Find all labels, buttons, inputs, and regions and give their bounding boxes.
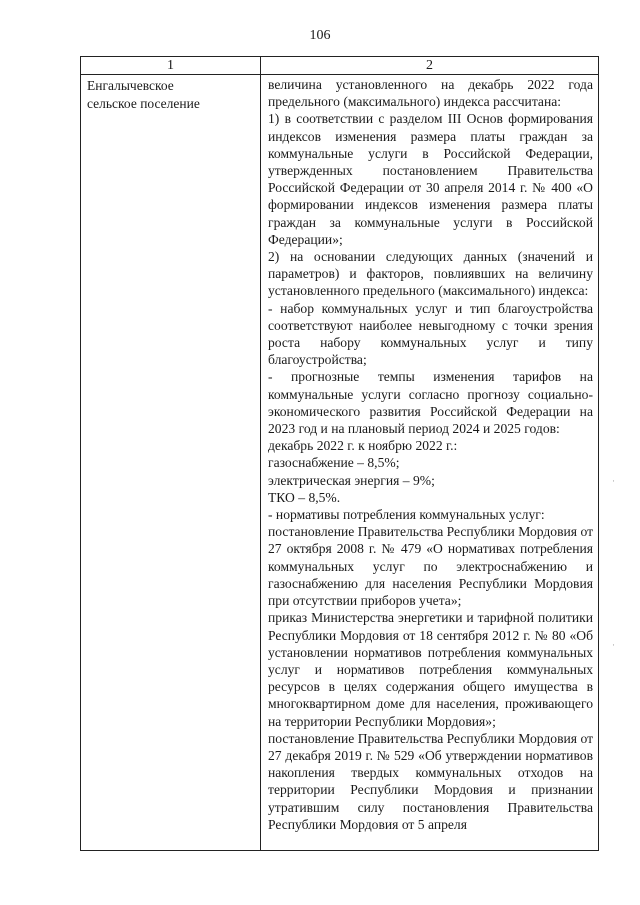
scan-mark: · [612, 476, 615, 486]
paragraph: декабрь 2022 г. к ноябрю 2022 г.: [268, 438, 458, 454]
scan-mark: · [612, 640, 615, 650]
paragraph: 2) на основании следующих данных (значений и параметров) и факторов, повлиявших на величину установленного предельного (максимального) индекса: [268, 249, 593, 299]
region-cell [81, 75, 261, 851]
data-table [80, 56, 599, 851]
paragraph: - набор коммунальных услуг и тип благоустройства соответствуют наиболее невыгодному с точки зрения роста набору коммунальных услуг и типу благоустройства; [268, 300, 593, 368]
paragraph: - прогнозные темпы изменения тарифов на коммунальные услуги согласно прогнозу социально-экономического развития Российской Федерации на 2023 год и на плановый период 2024 и 2025 годов: [268, 369, 593, 437]
paragraph: приказ Министерства энергетики и тарифной политики Республики Мордовия от 18 сентября 2012 г. № 80 «Об установлении нормативов потребления коммунальных услуг и нормативов потребления коммунальных ресурсов в целях содержания общего имущества в многоквартирном доме для населения, проживающего на территории Республики Мордовия»; [268, 610, 593, 729]
paragraph: электрическая энергия – 9%; [268, 472, 435, 488]
content-text [261, 75, 598, 850]
paragraph: величина установленного на декабрь 2022 года предельного (максимального) индекса рассчитана: [268, 77, 593, 110]
column-header-2: 2 [261, 57, 599, 75]
column-header-1: 1 [81, 57, 261, 75]
region-line-1: Енгалычевское [87, 78, 174, 93]
paragraph: постановление Правительства Республики Мордовия от 27 октября 2008 г. № 479 «О нормативах потребления коммунальных услуг по электроснабжению и газоснабжению для населения Республики Мордовия при отсутствии приборов учета»; [268, 524, 594, 609]
paragraph: ТКО – 8,5%. [268, 489, 341, 505]
page-number: 106 [309, 28, 331, 43]
paragraph: газоснабжение – 8,5%; [268, 455, 400, 471]
table-header-row [81, 57, 599, 75]
table-row [81, 75, 599, 851]
paragraph: 1) в соответствии с разделом III Основ формирования индексов изменения размера платы граждан за коммунальные услуги в Российской Федерации, утвержденных постановлением Правительства Российской Федерации от 30 апреля 2014 г. № 400 «О формировании индексов изменения размера платы граждан за коммунальные услуги в Российской Федерации»; [268, 111, 593, 247]
region-name [81, 75, 260, 112]
paragraph: постановление Правительства Республики Мордовия от 27 декабря 2019 г. № 529 «Об утверждении нормативов накопления твердых коммунальных отходов на территории Республики Мордовия и признании утратившим силу постановления Правительства Республики Мордовия от 5 апреля [268, 730, 594, 832]
region-line-2: сельское поселение [87, 95, 200, 111]
paragraph: - нормативы потребления коммунальных услуг: [268, 507, 545, 523]
content-cell [261, 75, 599, 851]
